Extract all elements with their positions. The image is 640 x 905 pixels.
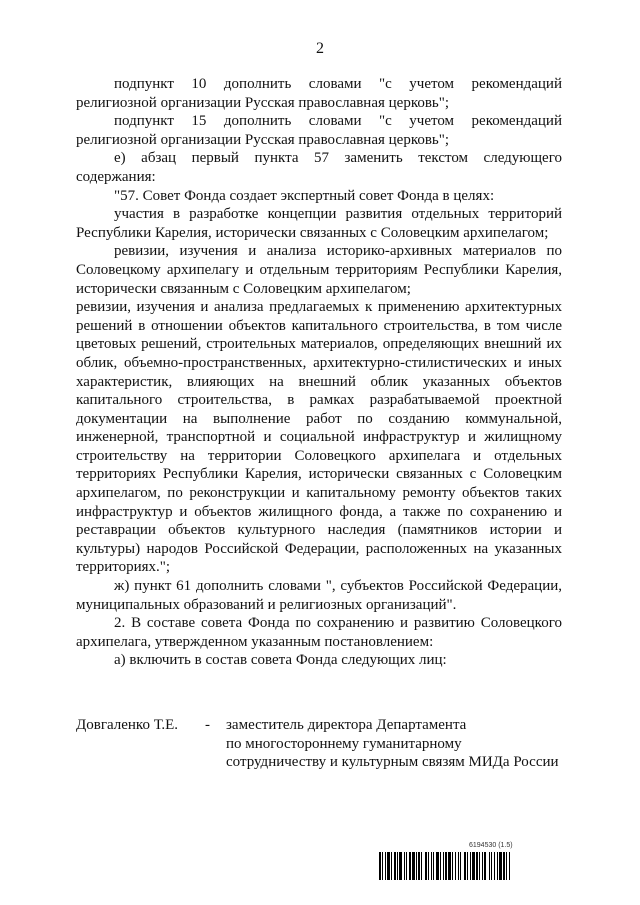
paragraph: а) включить в состав совета Фонда следующих лиц: [114, 652, 447, 669]
barcode-bar [472, 852, 475, 880]
member-dash: - [205, 717, 210, 733]
barcode-bar [499, 852, 502, 880]
paragraph: 2. В составе совета Фонда по сохранению и развитию Соловецкого архипелага, утвержденном указанным постановлением: [76, 615, 562, 650]
barcode-icon [379, 852, 564, 880]
barcode-bar [394, 852, 396, 880]
barcode-bar [404, 852, 405, 880]
barcode-bar [443, 852, 444, 880]
barcode-bar [458, 852, 459, 880]
barcode-bar [397, 852, 398, 880]
barcode-bar [497, 852, 498, 880]
barcode-bar [489, 852, 490, 880]
paragraph: е) абзац первый пункта 57 заменить текстом следующего содержания: [76, 150, 562, 185]
barcode-bar [470, 852, 471, 880]
barcode-bar [476, 852, 478, 880]
paragraph: "57. Совет Фонда создает экспертный совет Фонда в целях: [114, 187, 495, 204]
paragraph: участия в разработке концепции развития отдельных территорий Республики Карелия, исторически связанных с Соловецким архипелагом; [76, 206, 562, 241]
barcode-bar [491, 852, 492, 880]
paragraph: подпункт 10 дополнить словами "с учетом рекомендаций религиозной организации Русская православная церковь"; [76, 76, 562, 111]
barcode-bar [503, 852, 505, 880]
member-role [226, 716, 566, 772]
barcode-bar [409, 852, 411, 880]
barcode-bar [382, 852, 383, 880]
barcode-bar [467, 852, 468, 880]
paragraph: ревизии, изучения и анализа предлагаемых к применению архитектурных решений в отношении объектов капитального строительства, в том числе цветовых решений, строительных материалов, определяющих внешний их облик, объемно-пространственных, архитектурно-стилистических и иных характеристик, влияющих на внешний облик указанных объектов капитального строительства, в рамках разрабатываемой проектной документации на выполнение работ по созданию коммунальной, инженерной, транспортной и социальной инфраструктур и жилищному строительству на территории Соловецкого архипелага и отдельных территориях Республики Карелия, исторически связанных с Соловецким архипелагом, по реконструкции и капитальному ремонту объектов таких инфраструктур и объектов жилищного фонда, а также по сохранению и реставрации объектов культурного наследия (памятников истории и культуры) народов Российской Федерации, расположенных на указанных территориях."; [76, 299, 562, 576]
barcode-bar [387, 852, 390, 880]
barcode-bar [433, 852, 434, 880]
document-body [76, 75, 562, 670]
barcode-bar [506, 852, 507, 880]
barcode-bar [431, 852, 432, 880]
member-name: Довгаленко Т.Е. [76, 717, 179, 733]
barcode-bar [385, 852, 386, 880]
barcode-bar [484, 852, 486, 880]
barcode-bar [464, 852, 466, 880]
member-role-line: по многостороннему гуманитарному [226, 735, 462, 752]
barcode-bar [436, 852, 439, 880]
barcode-bar [509, 852, 510, 880]
barcode-bar [391, 852, 392, 880]
barcode-bar [399, 852, 402, 880]
barcode-bar [452, 852, 453, 880]
barcode-bar [416, 852, 417, 880]
paragraph: ревизии, изучения и анализа историко-архивных материалов по Соловецкому архипелагу и отдельным территориям Республики Карелия, исторически связанным с Соловецким архипелагом; [76, 243, 562, 297]
paragraph: подпункт 15 дополнить словами "с учетом рекомендаций религиозной организации Русская православная церковь"; [76, 113, 562, 148]
barcode-bar [418, 852, 420, 880]
member-role-line: заместитель директора Департамента [226, 717, 467, 733]
barcode-number: 6194530 (1.5) [469, 842, 513, 849]
barcode-bar [448, 852, 451, 880]
barcode-bar [440, 852, 441, 880]
barcode-bar [412, 852, 415, 880]
paragraph: ж) пункт 61 дополнить словами ", субъектов Российской Федерации, муниципальных образований и религиозных организаций". [76, 578, 562, 613]
barcode-bar [445, 852, 447, 880]
barcode-bar [425, 852, 427, 880]
barcode-bar [428, 852, 429, 880]
barcode-bar [482, 852, 483, 880]
barcode-bar [421, 852, 422, 880]
barcode-bar [460, 852, 461, 880]
member-role-line: сотрудничеству и культурным связям МИДа России [226, 754, 559, 771]
page-number: 2 [316, 40, 324, 57]
barcode-bar [455, 852, 456, 880]
barcode-bar [479, 852, 480, 880]
barcode-bar [379, 852, 381, 880]
barcode-bar [494, 852, 495, 880]
barcode-bar [406, 852, 407, 880]
